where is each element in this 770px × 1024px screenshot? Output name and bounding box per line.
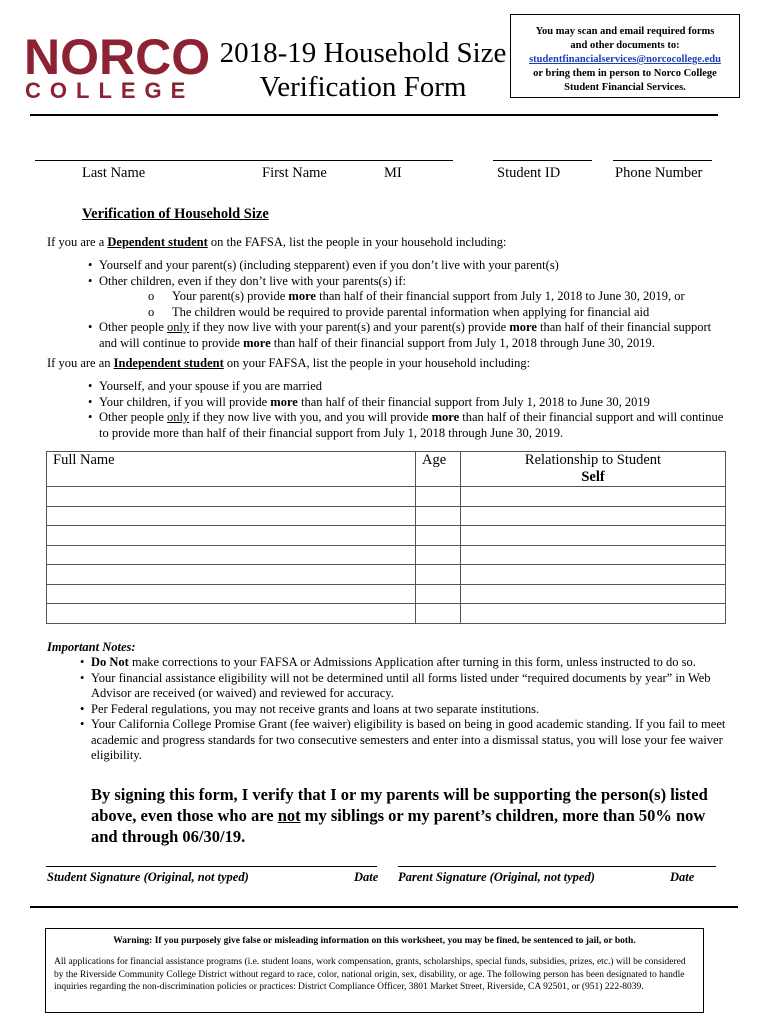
table-row[interactable] xyxy=(47,604,726,624)
table-row[interactable] xyxy=(47,565,726,585)
name-cell[interactable] xyxy=(47,584,416,604)
form-title-line1: 2018-19 Household Size xyxy=(219,37,507,69)
phone-label: Phone Number xyxy=(615,165,703,181)
scan-box-line1: You may scan and email required forms xyxy=(535,26,715,37)
student-signature-label: Student Signature (Original, not typed) xyxy=(47,870,249,884)
independent-list xyxy=(88,379,728,441)
relationship-cell[interactable] xyxy=(461,526,726,546)
list-item: • Yourself, and your spouse if you are married xyxy=(88,379,728,395)
warning-box xyxy=(45,928,704,1013)
last-name-label: Last Name xyxy=(82,165,146,181)
disclaimer-text: All applications for financial assistance programs (i.e. student loans, work compensation, grants, scholarships, special funds, subsidies, prizes, etc.) will be considered by the Riverside Community College District without regard to race, color, national origin, sex, disability, or age. The following person has been designated to handle inquiries regarding the non-discrimination policies or practices: District Compliance Officer, 3801 Market Street, Riverside, CA 92501, or (951) 222-8039. xyxy=(54,957,686,992)
age-cell[interactable] xyxy=(416,487,461,507)
relationship-cell[interactable] xyxy=(461,584,726,604)
note-item: • Your California College Promise Grant (fee waiver) eligibility is based on being in good academic standing. If you fail to meet academic and progress standards for two consecutive semesters and enter into a dismissal status, you will lose your fee waiver eligibility. xyxy=(80,717,737,764)
email-link[interactable]: studentfinancialservices@norcocollege.edu xyxy=(529,54,721,65)
age-cell[interactable] xyxy=(416,565,461,585)
note-item: • Do Not make corrections to your FAFSA or Admissions Application after turning in this form, unless instructed to do so. xyxy=(80,655,737,671)
form-title xyxy=(218,36,508,104)
footer-divider xyxy=(30,906,738,908)
sub-item: o Your parent(s) provide more than half of their financial support from July 1, 2018 to June 30, 2019, or xyxy=(148,289,728,305)
notes-title: Important Notes: xyxy=(47,640,136,654)
student-signature-line[interactable] xyxy=(46,866,377,867)
header-divider xyxy=(30,114,718,116)
scan-email-box xyxy=(510,14,740,98)
logo-college: COLLEGE xyxy=(25,78,195,103)
table-row[interactable] xyxy=(47,487,726,507)
header-age: Age xyxy=(416,452,461,487)
dependent-intro: If you are a Dependent student on the FAFSA, list the people in your household including: xyxy=(47,235,507,249)
list-item: • Yourself and your parent(s) (including stepparent) even if you don’t live with your parent(s) xyxy=(88,258,728,274)
important-notes xyxy=(47,640,737,764)
student-id-label: Student ID xyxy=(497,165,561,181)
table-row[interactable] xyxy=(47,526,726,546)
header-relationship: Relationship to Student Self xyxy=(461,452,726,487)
scan-box-line3: or bring them in person to Norco College xyxy=(533,68,717,79)
name-line[interactable] xyxy=(35,160,453,161)
age-cell[interactable] xyxy=(416,526,461,546)
relationship-self: Self xyxy=(581,469,605,485)
name-cell[interactable] xyxy=(47,526,416,546)
table-header-row xyxy=(47,452,726,487)
parent-signature-label: Parent Signature (Original, not typed) xyxy=(398,870,595,884)
scan-box-line4: Student Financial Services. xyxy=(564,82,686,93)
independent-intro: If you are an Independent student on your FAFSA, list the people in your household including: xyxy=(47,356,531,370)
student-id-line[interactable] xyxy=(493,160,592,161)
verification-statement: By signing this form, I verify that I or my parents will be supporting the person(s) listed above, even those who are not my siblings or my parent’s children, more than 50% now and through 06/30/19. xyxy=(91,785,708,846)
student-date-label: Date xyxy=(354,870,379,884)
list-item: • Your children, if you will provide more than half of their financial support from July 1, 2018 to June 30, 2019 xyxy=(88,395,728,411)
age-cell[interactable] xyxy=(416,506,461,526)
name-cell[interactable] xyxy=(47,487,416,507)
name-cell[interactable] xyxy=(47,506,416,526)
note-item: • Per Federal regulations, you may not receive grants and loans at two separate institutions. xyxy=(80,702,737,718)
list-item: • Other children, even if they don’t live with your parents(s) if: xyxy=(88,274,728,290)
header-full-name: Full Name xyxy=(47,452,416,487)
note-item: • Your financial assistance eligibility will not be determined until all forms listed under “required documents by year” in Web Advisor are received (or waived) and reviewed for accuracy. xyxy=(80,671,737,702)
list-item: • Other people only if they now live with you, and you will provide more than half of their financial support and will continue to provide more than half of their financial support from July 1, 2018 through June 30, 2019. xyxy=(88,410,728,441)
logo-norco: NORCO xyxy=(24,29,211,85)
scan-box-line2: and other documents to: xyxy=(570,40,680,51)
table-row[interactable] xyxy=(47,506,726,526)
dependent-list xyxy=(88,258,728,351)
table-row[interactable] xyxy=(47,545,726,565)
name-cell[interactable] xyxy=(47,604,416,624)
relationship-cell[interactable] xyxy=(461,604,726,624)
list-item: • Other people only if they now live with your parent(s) and your parent(s) provide more than half of their financial support and will continue to provide more than half of their financial support from July 1, 2018 through June 30, 2019. xyxy=(88,320,728,351)
warning-text: Warning: If you purposely give false or misleading information on this worksheet, you may be fined, be sentenced to jail, or both. xyxy=(113,936,636,946)
age-cell[interactable] xyxy=(416,604,461,624)
name-cell[interactable] xyxy=(47,545,416,565)
relationship-cell[interactable] xyxy=(461,506,726,526)
parent-signature-line[interactable] xyxy=(398,866,716,867)
mi-label: MI xyxy=(384,165,402,181)
section-title: Verification of Household Size xyxy=(82,206,269,222)
form-title-line2: Verification Form xyxy=(259,71,467,103)
relationship-cell[interactable] xyxy=(461,545,726,565)
household-table xyxy=(46,451,726,624)
relationship-cell[interactable] xyxy=(461,487,726,507)
age-cell[interactable] xyxy=(416,584,461,604)
table-row[interactable] xyxy=(47,584,726,604)
sub-item: o The children would be required to provide parental information when applying for financial aid xyxy=(148,305,728,321)
relationship-cell[interactable] xyxy=(461,565,726,585)
phone-line[interactable] xyxy=(613,160,712,161)
name-cell[interactable] xyxy=(47,565,416,585)
age-cell[interactable] xyxy=(416,545,461,565)
first-name-label: First Name xyxy=(262,165,327,181)
parent-date-label: Date xyxy=(670,870,695,884)
